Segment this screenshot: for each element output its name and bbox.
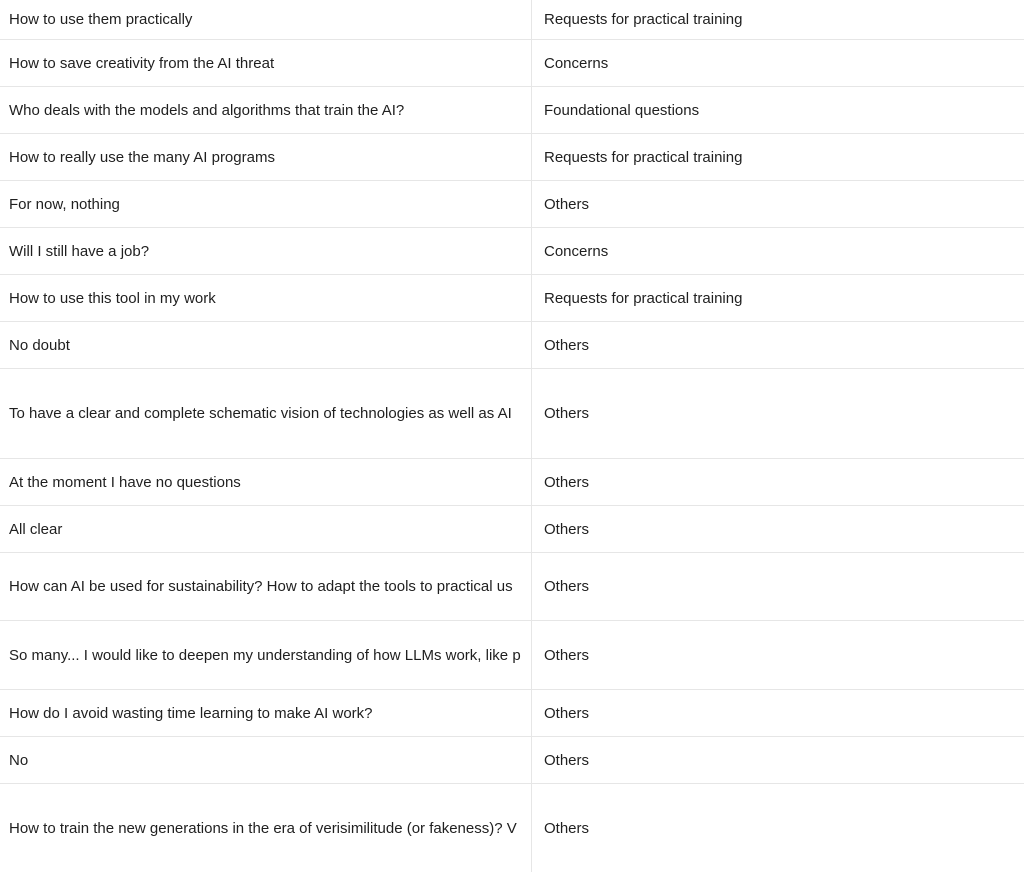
question-cell[interactable]: Who deals with the models and algorithms that train the AI? bbox=[0, 87, 532, 133]
category-cell[interactable]: Requests for practical training bbox=[544, 148, 743, 166]
question-cell[interactable]: Will I still have a job? bbox=[0, 228, 532, 274]
category-cell[interactable]: Others bbox=[544, 473, 590, 491]
category-cell[interactable]: Others bbox=[544, 751, 590, 769]
category-cell[interactable]: Foundational questions bbox=[544, 101, 700, 119]
table-row[interactable] bbox=[0, 40, 1024, 87]
category-cell[interactable]: Others bbox=[544, 704, 590, 722]
question-cell[interactable]: No doubt bbox=[0, 322, 532, 368]
question-cell[interactable]: For now, nothing bbox=[0, 181, 532, 227]
table-row[interactable] bbox=[0, 181, 1024, 228]
category-cell[interactable]: Others bbox=[544, 578, 590, 595]
question-cell[interactable]: How to use them practically bbox=[0, 0, 532, 39]
category-cell[interactable]: Others bbox=[544, 646, 590, 664]
table-row[interactable] bbox=[0, 275, 1024, 322]
question-cell[interactable]: How to really use the many AI programs bbox=[0, 134, 532, 180]
question-cell[interactable]: How to save creativity from the AI threat bbox=[0, 40, 532, 86]
question-cell[interactable]: How to train the new generations in the era of verisimilitude (or fakeness)? V bbox=[0, 784, 532, 872]
table-row[interactable] bbox=[0, 784, 1024, 872]
category-cell[interactable]: Others bbox=[544, 195, 590, 213]
question-cell[interactable]: All clear bbox=[0, 506, 532, 552]
category-cell[interactable]: Others bbox=[544, 819, 590, 837]
category-cell[interactable]: Others bbox=[544, 520, 590, 538]
question-cell[interactable]: How to use this tool in my work bbox=[0, 275, 532, 321]
table-row[interactable] bbox=[0, 621, 1024, 690]
table-row[interactable] bbox=[0, 87, 1024, 134]
table-row[interactable] bbox=[0, 0, 1024, 40]
table-row[interactable] bbox=[0, 322, 1024, 369]
table-row[interactable] bbox=[0, 690, 1024, 737]
category-cell[interactable]: Requests for practical training bbox=[544, 11, 743, 28]
table-row[interactable] bbox=[0, 506, 1024, 553]
table-row[interactable] bbox=[0, 134, 1024, 181]
question-cell[interactable]: To have a clear and complete schematic vision of technologies as well as AI bbox=[0, 369, 532, 458]
category-cell[interactable]: Concerns bbox=[544, 54, 609, 72]
table-row[interactable] bbox=[0, 459, 1024, 506]
category-cell[interactable]: Others bbox=[544, 336, 590, 354]
category-cell[interactable]: Requests for practical training bbox=[544, 289, 743, 307]
table-row[interactable] bbox=[0, 369, 1024, 459]
question-cell[interactable]: So many... I would like to deepen my understanding of how LLMs work, like p bbox=[0, 621, 532, 689]
question-cell[interactable]: No bbox=[0, 737, 532, 783]
question-cell[interactable]: At the moment I have no questions bbox=[0, 459, 532, 505]
question-cell[interactable]: How do I avoid wasting time learning to make AI work? bbox=[0, 690, 532, 736]
category-cell[interactable]: Concerns bbox=[544, 242, 609, 260]
table-row[interactable] bbox=[0, 228, 1024, 275]
table-row[interactable] bbox=[0, 737, 1024, 784]
category-cell[interactable]: Others bbox=[544, 405, 590, 422]
table-row[interactable] bbox=[0, 553, 1024, 621]
question-cell[interactable]: How can AI be used for sustainability? How to adapt the tools to practical us bbox=[0, 553, 532, 620]
